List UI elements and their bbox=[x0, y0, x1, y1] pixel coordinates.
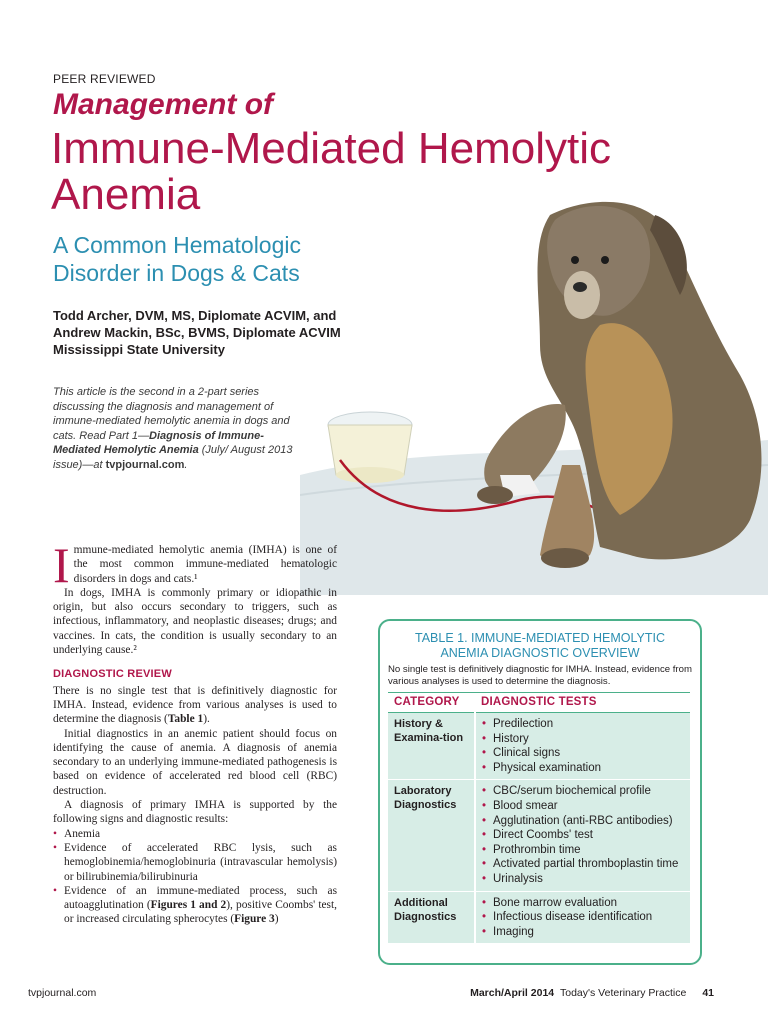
part1-link[interactable]: Diagnosis of Immune-Mediated Hemolytic Anemia bbox=[53, 429, 264, 456]
paragraph-text: mmune-mediated hemolytic anemia (IMHA) is one of the most common immune-mediated hematologic disorders in dogs and cats.¹ bbox=[73, 544, 337, 585]
author-line: Andrew Mackin, BSc, BVMS, Diplomate ACVIM bbox=[53, 325, 341, 340]
category-cell: Laboratory Diagnostics bbox=[388, 780, 475, 891]
tests-cell bbox=[475, 891, 690, 944]
column-header-tests: DIAGNOSTIC TESTS bbox=[475, 693, 690, 713]
paragraph-text: ). bbox=[203, 713, 210, 726]
test-item: • Direct Coombs' test bbox=[482, 828, 684, 843]
series-intro bbox=[53, 385, 303, 472]
tests-cell bbox=[475, 713, 690, 780]
test-item: • Physical examination bbox=[482, 761, 684, 776]
list-item bbox=[53, 884, 337, 927]
figure-reference[interactable]: Figures 1 and 2 bbox=[150, 899, 227, 912]
category-cell: Additional Diagnostics bbox=[388, 891, 475, 944]
section-kicker: PEER REVIEWED bbox=[53, 72, 156, 86]
list-item-text: Evidence of an immune-mediated process, such as autoagglutination ( bbox=[64, 884, 337, 912]
list-item: • Anemia bbox=[53, 827, 337, 841]
list-item: • Evidence of accelerated RBC lysis, such as hemoglobinemia/hemoglobinuria (intravascular hemolysis) or bilirubinemia/bilirubinuria bbox=[53, 841, 337, 884]
subtitle-line: Disorder in Dogs & Cats bbox=[53, 260, 300, 286]
body-paragraph: A diagnosis of primary IMHA is supported by the following signs and diagnostic results: bbox=[53, 799, 337, 826]
author-block bbox=[53, 307, 341, 358]
category-cell: History & Examina-tion bbox=[388, 713, 475, 780]
body-paragraph bbox=[53, 537, 337, 593]
footer-issue-info bbox=[470, 987, 714, 999]
test-item: • Infectious disease identification bbox=[482, 910, 684, 925]
list-item-text: ) bbox=[274, 913, 279, 926]
footer-magazine: Today's Veterinary Practice bbox=[559, 987, 687, 999]
figure-reference[interactable]: Figure 3 bbox=[234, 913, 275, 926]
list-item-text: ), positive Coombs' test, or increased circulating spherocytes ( bbox=[64, 899, 338, 926]
intro-text: . bbox=[184, 458, 188, 471]
author-line: Todd Archer, DVM, MS, Diplomate ACVIM, and bbox=[53, 308, 337, 323]
intro-text: (July/ August 2013 issue)—at bbox=[53, 444, 293, 471]
article-body bbox=[53, 537, 338, 927]
page-title: Immune-Mediated Hemolytic Anemia bbox=[51, 124, 611, 219]
table-row bbox=[388, 713, 690, 780]
body-paragraph bbox=[53, 684, 337, 727]
footer-site[interactable]: tvpjournal.com bbox=[28, 987, 97, 999]
body-paragraph: Initial diagnostics in an anemic patient should focus on identifying the cause of anemia. A diagnosis of anemia secondary to an underlying immune-mediated pathogenesis is based on evidence of accelerated red blood cell (RBC) destruction. bbox=[53, 727, 337, 797]
tests-cell bbox=[475, 780, 690, 891]
test-item: • Blood smear bbox=[482, 799, 684, 814]
test-item: • Urinalysis bbox=[482, 872, 684, 887]
test-item: • Predilection bbox=[482, 717, 684, 732]
page-number: 41 bbox=[702, 987, 714, 999]
section-heading: DIAGNOSTIC REVIEW bbox=[53, 668, 172, 681]
table-row bbox=[388, 780, 690, 891]
site-link[interactable]: tvpjournal.com bbox=[105, 458, 185, 471]
table-title-line: TABLE 1. IMMUNE-MEDIATED HEMOLYTIC bbox=[414, 631, 666, 645]
drop-cap: I bbox=[53, 537, 70, 593]
table-reference[interactable]: Table 1 bbox=[167, 713, 204, 726]
criteria-list bbox=[53, 827, 337, 927]
subtitle-line: A Common Hematologic bbox=[53, 232, 301, 258]
test-item: • Activated partial thromboplastin time bbox=[482, 857, 684, 872]
paragraph-text: There is no single test that is definitively diagnostic for IMHA. Instead, evidence from various analyses is used to determine the diagnosis ( bbox=[53, 684, 337, 726]
body-paragraph: In dogs, IMHA is commonly primary or idiopathic in origin, but also occurs secondary to triggers, such as infectious, inflammatory, and neoplastic diseases; drugs; and vaccines. In cats, the condition is usually secondary to an underlying cause.² bbox=[53, 586, 337, 657]
title-lead: Management of bbox=[53, 88, 274, 121]
table-row bbox=[388, 891, 690, 944]
intro-text: This article is the second in a 2-part series discussing the diagnosis and management of immune-mediated hemolytic anemia in dogs and cats. Read Part 1— bbox=[53, 386, 290, 442]
table-note: No single test is definitively diagnostic for IMHA. Instead, evidence from various analyses is used to determine the diagnosis. bbox=[388, 664, 692, 687]
test-item: • CBC/serum biochemical profile bbox=[482, 784, 684, 799]
test-item: • History bbox=[482, 732, 684, 747]
water-bowl bbox=[328, 412, 412, 483]
column-header-category: CATEGORY bbox=[388, 693, 475, 713]
author-affiliation: Mississippi State University bbox=[53, 342, 225, 357]
table-title-line: ANEMIA DIAGNOSTIC OVERVIEW bbox=[440, 646, 640, 660]
test-item: • Imaging bbox=[482, 925, 684, 940]
test-item: • Prothrombin time bbox=[482, 843, 684, 858]
footer-issue: March/April 2014 bbox=[470, 987, 555, 999]
test-item: • Agglutination (anti-RBC antibodies) bbox=[482, 814, 684, 829]
test-item: • Clinical signs bbox=[482, 746, 684, 761]
table-header-row bbox=[388, 693, 690, 713]
test-item: • Bone marrow evaluation bbox=[482, 896, 684, 911]
diagnostic-table bbox=[388, 692, 690, 944]
dog-photo bbox=[300, 175, 768, 595]
table-title bbox=[386, 631, 694, 661]
